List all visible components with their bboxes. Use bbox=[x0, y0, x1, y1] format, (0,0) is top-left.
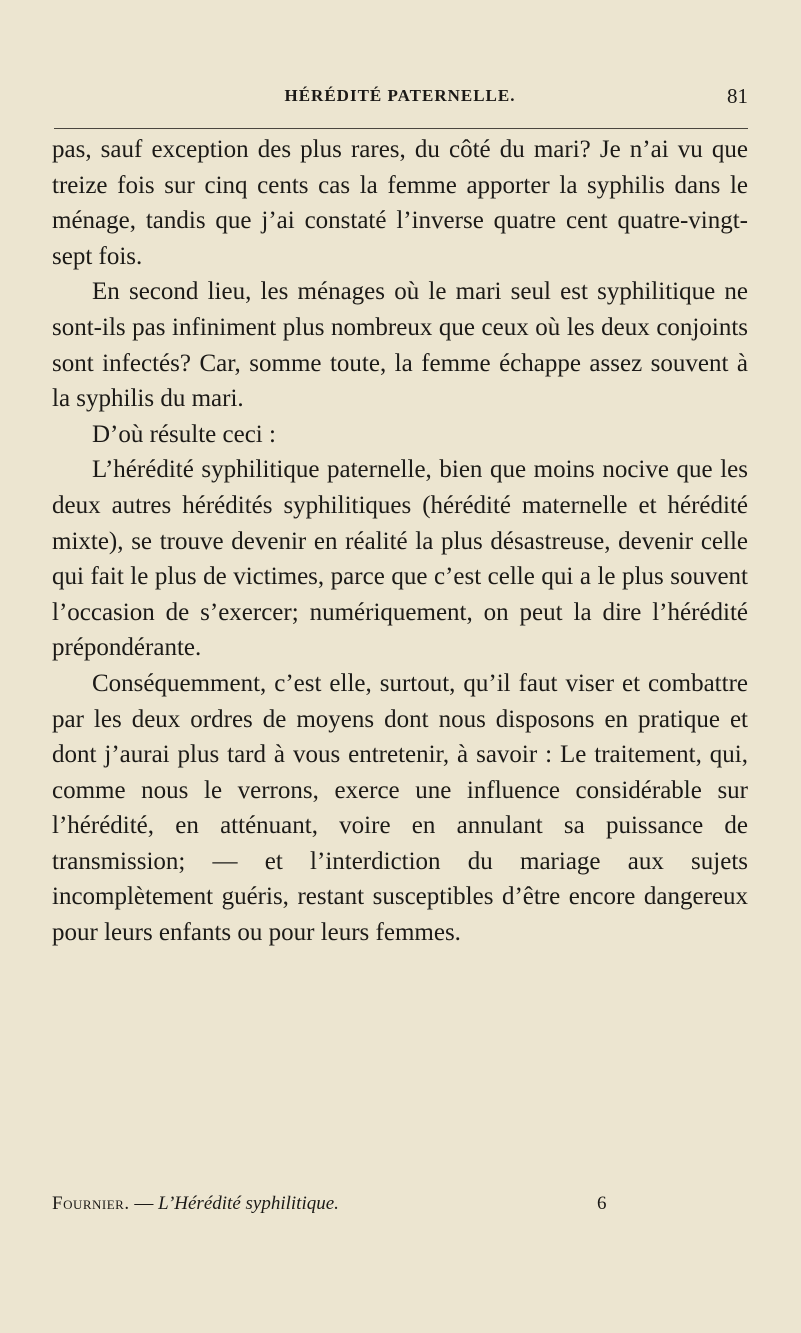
footer-book-title: L’Hérédité syphilitique. bbox=[158, 1193, 339, 1214]
footer-separator: — bbox=[129, 1193, 159, 1214]
running-head-title: HÉRÉDITÉ PATERNELLE. bbox=[284, 86, 516, 105]
paragraph: L’hérédité syphilitique paternelle, bien que moins nocive que les deux autres hérédités syphilitiques (hérédité maternelle et hérédité mixte), se trouve devenir en réalité la plus désastreuse, devenir celle qui fait le plus de victimes, parce que c’est celle qui a le plus souvent l’occasion de s’exercer; numériquement, on peut la dire l’hérédité prépondérante. bbox=[52, 456, 748, 662]
paragraph-continuation: pas, sauf exception des plus rares, du côté du mari? Je n’ai vu que treize fois sur cinq cents cas la femme apporter la syphilis dans le ménage, tandis que j’ai constaté l’inverse quatre cent quatre-vingt-sept fois. bbox=[52, 136, 748, 270]
footer-signature-line bbox=[52, 1193, 652, 1219]
footer-author: Fournier. bbox=[52, 1193, 130, 1214]
header-rule bbox=[54, 128, 748, 129]
page-number: 81 bbox=[727, 84, 748, 108]
footer-signature-mark: 6 bbox=[597, 1193, 607, 1214]
paragraph: En second lieu, les ménages où le mari seul est syphilitique ne sont-ils pas infiniment plus nombreux que ceux où les deux conjoints sont infectés? Car, somme toute, la femme échappe assez souvent à la syphilis du mari. bbox=[52, 278, 748, 413]
body-text bbox=[52, 132, 748, 951]
paragraph: Conséquemment, c’est elle, surtout, qu’il faut viser et combattre par les deux ordres de moyens dont nous disposons en pratique et dont j’aurai plus tard à vous entretenir, à savoir : Le traitement, qui, comme nous le verrons, exerce une influence considérable sur l’hérédité, en atténuant, voire en annulant sa puissance de transmission; — et l’interdiction du mariage aux sujets incomplètement guéris, restant susceptibles d’être encore dangereux pour leurs enfants ou pour leurs femmes. bbox=[52, 669, 748, 947]
running-head bbox=[50, 86, 750, 110]
paragraph: D’où résulte ceci : bbox=[92, 420, 276, 448]
